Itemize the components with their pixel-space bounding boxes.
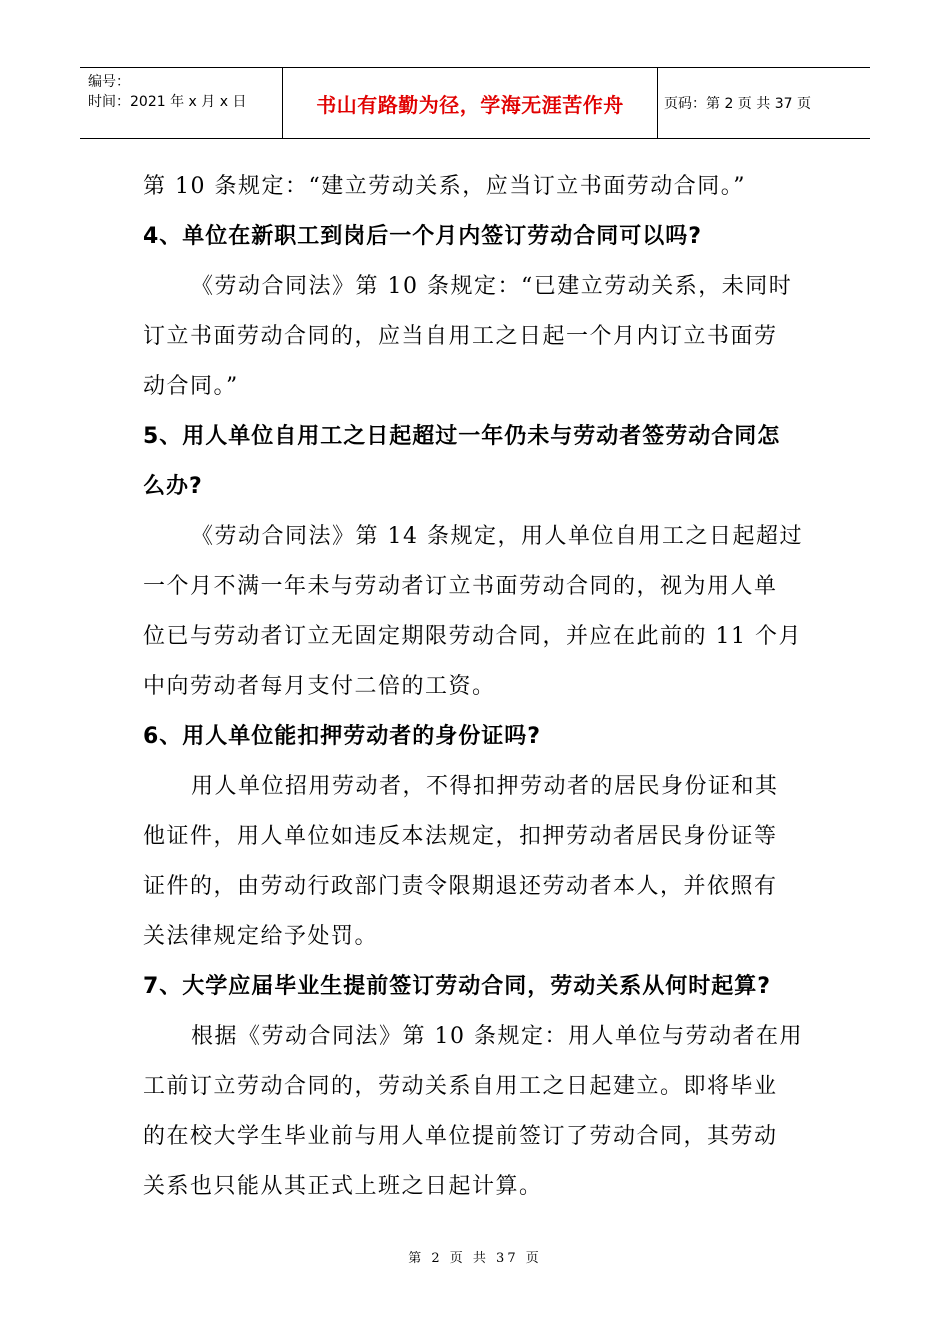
paragraph-line: 位已与劳动者订立无固定期限劳动合同，并应在此前的 11 个月	[143, 624, 802, 649]
header-motto: 书山有路勤为径，学海无涯苦作舟	[283, 68, 658, 138]
page-footer: 第 2 页 共 37 页	[408, 1251, 542, 1266]
document-number-label: 编号：	[88, 74, 130, 90]
question-heading: 4、单位在新职工到岗后一个月内签订劳动合同可以吗?	[143, 224, 703, 249]
paragraph-line: 根据《劳动合同法》第 10 条规定：用人单位与劳动者在用	[191, 1024, 803, 1049]
paragraph-line: 关系也只能从其正式上班之日起计算。	[143, 1174, 543, 1199]
paragraph-line: 的在校大学生毕业前与用人单位提前签订了劳动合同，其劳动	[143, 1124, 778, 1149]
paragraph-line: 工前订立劳动合同的，劳动关系自用工之日起建立。即将毕业	[143, 1074, 778, 1099]
document-date-label: 时间：2021 年 x 月 x 日	[88, 94, 247, 110]
document-body	[143, 162, 813, 1212]
header-meta	[80, 68, 283, 138]
page-header	[80, 67, 870, 139]
question-heading: 么办?	[143, 474, 203, 499]
paragraph-line: 用人单位招用劳动者，不得扣押劳动者的居民身份证和其	[191, 774, 779, 799]
paragraph-line: 《劳动合同法》第 14 条规定，用人单位自用工之日起超过	[191, 524, 803, 549]
paragraph-line: 动合同。”	[143, 374, 239, 399]
paragraph-line: 订立书面劳动合同的，应当自用工之日起一个月内订立书面劳	[143, 324, 778, 349]
header-page-info: 页码：第 2 页 共 37 页	[664, 96, 811, 112]
paragraph-line: 第 10 条规定：“建立劳动关系，应当订立书面劳动合同。”	[143, 174, 746, 199]
question-heading: 6、用人单位能扣押劳动者的身份证吗?	[143, 724, 542, 749]
question-heading: 7、大学应届毕业生提前签订劳动合同，劳动关系从何时起算?	[143, 974, 772, 999]
paragraph-line: 关法律规定给予处罚。	[143, 924, 379, 949]
paragraph-line: 证件的，由劳动行政部门责令限期退还劳动者本人，并依照有	[143, 874, 778, 899]
paragraph-line: 一个月不满一年未与劳动者订立书面劳动合同的，视为用人单	[143, 574, 778, 599]
paragraph-line: 《劳动合同法》第 10 条规定：“已建立劳动关系，未同时	[191, 274, 793, 299]
paragraph-line: 中向劳动者每月支付二倍的工资。	[143, 674, 496, 699]
question-heading: 5、用人单位自用工之日起超过一年仍未与劳动者签劳动合同怎	[143, 424, 781, 449]
paragraph-line: 他证件，用人单位如违反本法规定，扣押劳动者居民身份证等	[143, 824, 778, 849]
